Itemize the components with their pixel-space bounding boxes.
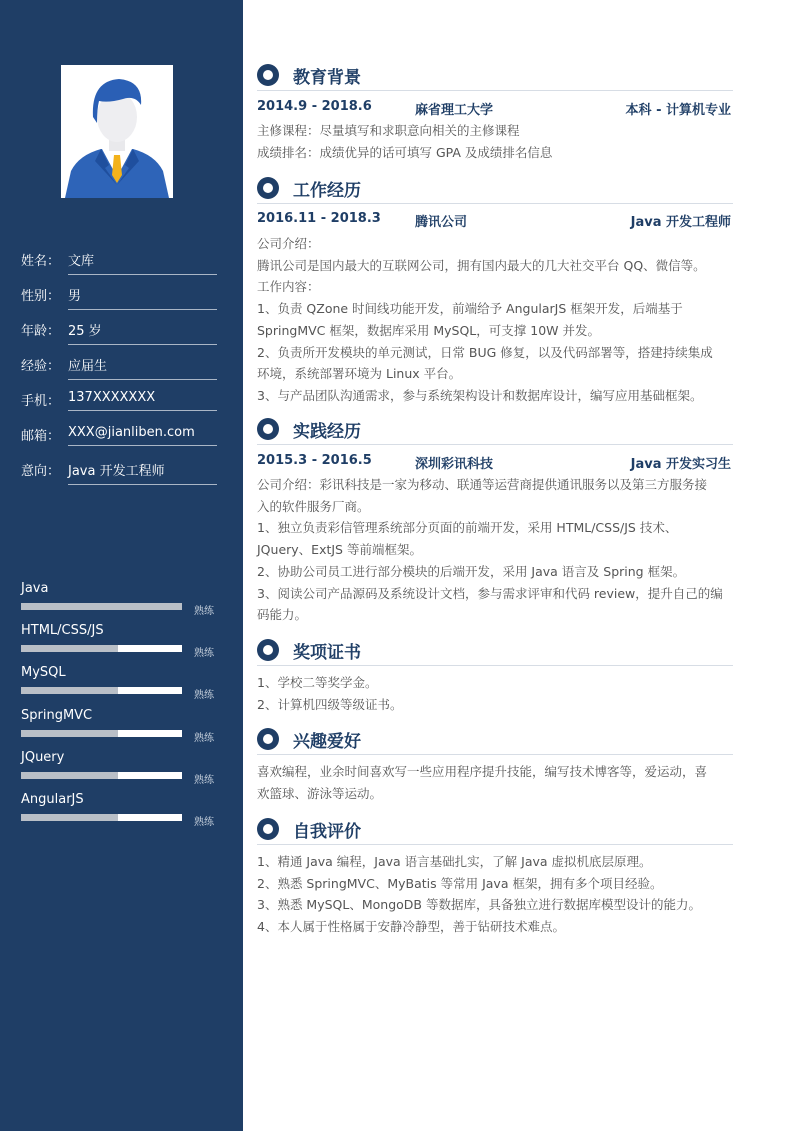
bullet-circle-icon	[257, 639, 279, 661]
skill-angularjs	[21, 792, 221, 832]
field-label: 手机：	[21, 394, 61, 409]
entry-org: 腾讯公司	[415, 215, 468, 230]
field-label: 年龄：	[21, 324, 61, 339]
skill-level: 熟练	[194, 817, 214, 828]
field-value: Java 开发工程师	[68, 460, 217, 485]
field-value: 男	[68, 285, 217, 310]
skill-name: JQuery	[21, 750, 65, 765]
practice-details	[257, 474, 733, 626]
entry-role: 本科 - 计算机专业	[625, 103, 731, 118]
skill-bar	[21, 772, 182, 779]
skill-bar	[21, 730, 182, 737]
work-entry	[257, 211, 731, 231]
skill-mysql	[21, 665, 221, 705]
entry-date: 2016.11 - 2018.3	[257, 211, 381, 226]
field-age	[21, 314, 217, 342]
text-line: 主修课程：尽量填写和求职意向相关的主修课程	[257, 123, 520, 138]
text-line: 码能力。	[257, 607, 308, 623]
field-label: 姓名：	[21, 254, 61, 269]
skill-bar-fill	[21, 687, 118, 694]
text-line: 1、独立负责彩信管理系统部分页面的前端开发，采用 HTML/CSS/JS 技术、	[257, 520, 678, 536]
field-email	[21, 419, 217, 447]
text-line: 4、本人属于性格属于安静冷静型，善于钻研技术难点。	[257, 919, 565, 935]
section-hobbies-header	[257, 726, 733, 755]
text-line: 3、阅读公司产品源码及系统设计文档，参与需求评审和代码 review，提升自己的编	[257, 585, 723, 601]
section-title: 实践经历	[293, 422, 361, 442]
bullet-circle-icon	[257, 818, 279, 840]
skill-name: Java	[21, 581, 49, 596]
field-name	[21, 244, 217, 272]
text-line: 环境，系统部署环境为 Linux 平台。	[257, 366, 462, 382]
hobbies-details	[257, 761, 733, 804]
field-value: XXX@jianliben.com	[68, 425, 217, 446]
field-value: 文库	[68, 250, 217, 275]
skill-name: AngularJS	[21, 792, 84, 807]
self-evaluation-details	[257, 851, 733, 938]
skill-name: SpringMVC	[21, 708, 93, 723]
field-label: 经验：	[21, 359, 61, 374]
avatar-illustration	[61, 65, 173, 198]
text-line: JQuery、ExtJS 等前端框架。	[257, 542, 422, 558]
section-practice-header	[257, 416, 733, 445]
entry-org: 麻省理工大学	[415, 103, 494, 118]
skill-jquery	[21, 750, 221, 790]
entry-date: 2015.3 - 2016.5	[257, 453, 372, 468]
section-self-evaluation-header	[257, 816, 733, 845]
field-gender	[21, 279, 217, 307]
section-title: 兴趣爱好	[293, 732, 361, 752]
skill-name: MySQL	[21, 665, 66, 680]
text-line: 公司介绍：彩讯科技是一家为移动、联通等运营商提供通讯服务以及第三方服务接	[257, 477, 708, 492]
section-work-header	[257, 175, 733, 204]
education-details	[257, 120, 733, 163]
text-line: 成绩排名：成绩优异的话可填写 GPA 及成绩排名信息	[257, 144, 553, 160]
section-title: 自我评价	[293, 822, 361, 842]
text-line: 2、协助公司员工进行部分模块的后端开发，采用 Java 语言及 Spring 框架。	[257, 563, 686, 579]
skill-level: 熟练	[194, 606, 214, 617]
field-intention	[21, 454, 217, 482]
field-label: 性别：	[21, 289, 61, 304]
field-label: 意向：	[21, 464, 61, 479]
text-line: SpringMVC 框架，数据库采用 MySQL，可支撑 10W 并发。	[257, 322, 600, 338]
skill-springmvc	[21, 708, 221, 748]
text-line: 腾讯公司是国内最大的互联网公司，拥有国内最大的几大社交平台 QQ、微信等。	[257, 257, 706, 273]
field-value: 137XXXXXXX	[68, 390, 217, 411]
practice-entry	[257, 453, 731, 473]
bullet-circle-icon	[257, 177, 279, 199]
text-line: 公司介绍：	[257, 236, 320, 251]
sidebar	[0, 0, 243, 1131]
text-line: 1、学校二等奖学金。	[257, 675, 378, 690]
entry-role: Java 开发实习生	[630, 457, 731, 472]
skill-bar	[21, 814, 182, 821]
text-line: 入的软件服务厂商。	[257, 498, 370, 514]
skill-level: 熟练	[194, 775, 214, 786]
section-title: 教育背景	[293, 68, 361, 88]
skill-name: HTML/CSS/JS	[21, 623, 104, 638]
profile-photo	[61, 65, 173, 198]
field-label: 邮箱：	[21, 429, 61, 444]
entry-org: 深圳彩讯科技	[415, 457, 494, 472]
skill-bar-fill	[21, 772, 118, 779]
entry-role: Java 开发工程师	[630, 215, 731, 230]
skill-bar	[21, 645, 182, 652]
skill-bar-fill	[21, 730, 118, 737]
skill-bar-fill	[21, 814, 118, 821]
field-experience	[21, 349, 217, 377]
text-line: 2、计算机四级等级证书。	[257, 696, 403, 712]
text-line: 1、负责 QZone 时间线功能开发，前端给予 AngularJS 框架开发，后端基于	[257, 301, 683, 317]
text-line: 2、熟悉 SpringMVC、MyBatis 等常用 Java 框架，拥有多个项目经验。	[257, 875, 663, 891]
skill-bar	[21, 603, 182, 610]
skill-bar-fill	[21, 645, 118, 652]
skill-level: 熟练	[194, 733, 214, 744]
entry-date: 2014.9 - 2018.6	[257, 99, 372, 114]
field-value: 25 岁	[68, 320, 217, 345]
text-line: 工作内容：	[257, 279, 320, 295]
text-line: 3、熟悉 MySQL、MongoDB 等数据库，具备独立进行数据库模型设计的能力。	[257, 897, 701, 913]
awards-details	[257, 672, 733, 715]
section-title: 奖项证书	[293, 643, 361, 663]
bullet-circle-icon	[257, 418, 279, 440]
skill-bar-fill	[21, 603, 182, 610]
education-entry	[257, 99, 731, 119]
text-line: 1、精通 Java 编程，Java 语言基础扎实，了解 Java 虚拟机底层原理。	[257, 854, 652, 869]
text-line: 2、负责所开发模块的单元测试，日常 BUG 修复，以及代码部署等，搭建持续集成	[257, 344, 713, 360]
section-title: 工作经历	[293, 181, 361, 201]
bullet-circle-icon	[257, 64, 279, 86]
field-phone	[21, 384, 217, 412]
work-details	[257, 233, 733, 407]
skill-html-css-js	[21, 623, 221, 663]
text-line: 3、与产品团队沟通需求，参与系统架构设计和数据库设计，编写应用基础框架。	[257, 387, 703, 403]
skill-level: 熟练	[194, 648, 214, 659]
section-awards-header	[257, 637, 733, 666]
text-line: 欢篮球、游泳等运动。	[257, 785, 383, 801]
skill-bar	[21, 687, 182, 694]
text-line: 喜欢编程，业余时间喜欢写一些应用程序提升技能，编写技术博客等，爱运动，喜	[257, 764, 708, 779]
bullet-circle-icon	[257, 728, 279, 750]
field-value: 应届生	[68, 355, 217, 380]
skill-java	[21, 581, 221, 621]
skill-level: 熟练	[194, 690, 214, 701]
section-education-header	[257, 62, 733, 91]
